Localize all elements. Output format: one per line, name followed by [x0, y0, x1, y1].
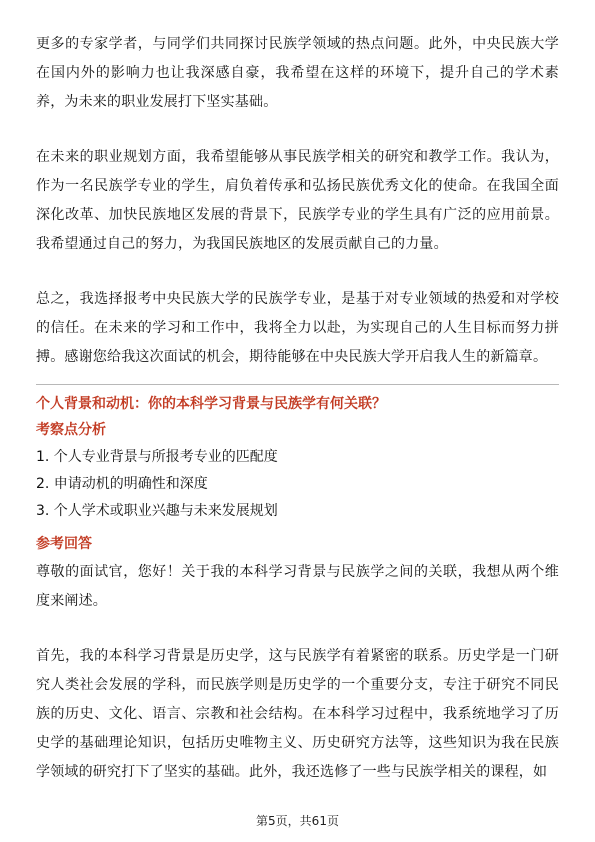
body-paragraph-2: 在未来的职业规划方面，我希望能够从事民族学相关的研究和教学工作。我认为，作为一名民族学专业的学生，肩负着传承和弘扬民族优秀文化的使命。在我国全面深化改革、加快民族地区发展的背景下，民族学专业的学生具有广泛的应用前景。我希望通过自己的努力，为我国民族地区的发展贡献自己的力量。 [36, 149, 559, 252]
answer-paragraph-2: 首先，我的本科学习背景是历史学，这与民族学有着紧密的联系。历史学是一门研究人类社会发展的学科，而民族学则是历史学的一个重要分支，专注于研究不同民族的历史、文化、语言、宗教和社会结构。在本科学习过程中，我系统地学习了历史学的基础理论知识，包括历史唯物主义、历史研究方法等，这些知识为我在民族学领域的研究打下了坚实的基础。此外，我还选修了一些与民族学相关的课程，如 [36, 648, 559, 780]
analysis-point: 2. 申请动机的明确性和深度 [36, 476, 208, 492]
body-paragraph-1: 更多的专家学者，与同学们共同探讨民族学领域的热点问题。此外，中央民族大学在国内外的影响力也让我深感自豪，我希望在这样的环境下，提升自己的学术素养，为未来的职业发展打下坚实基础。 [36, 36, 559, 110]
section-divider [36, 384, 559, 385]
document-page [36, 30, 559, 787]
answer-heading: 参考回答 [36, 536, 92, 552]
answer-paragraph-1: 尊敬的面试官，您好！关于我的本科学习背景与民族学之间的关联，我想从两个维度来阐述。 [36, 564, 559, 609]
analysis-point: 3. 个人学术或职业兴趣与未来发展规划 [36, 503, 278, 519]
analysis-point: 1. 个人专业背景与所报考专业的匹配度 [36, 449, 278, 465]
analysis-list [36, 444, 559, 525]
body-paragraph-3: 总之，我选择报考中央民族大学的民族学专业，是基于对专业领域的热爱和对学校的信任。在未来的学习和工作中，我将全力以赴，为实现自己的人生目标而努力拼搏。感谢您给我这次面试的机会，期待能够在中央民族大学开启我人生的新篇章。 [36, 291, 559, 365]
page-number-footer: 第5页，共61页 [256, 814, 339, 828]
question-heading: 个人背景和动机：你的本科学习背景与民族学有何关联？ [36, 396, 386, 412]
analysis-heading: 考察点分析 [36, 422, 106, 438]
